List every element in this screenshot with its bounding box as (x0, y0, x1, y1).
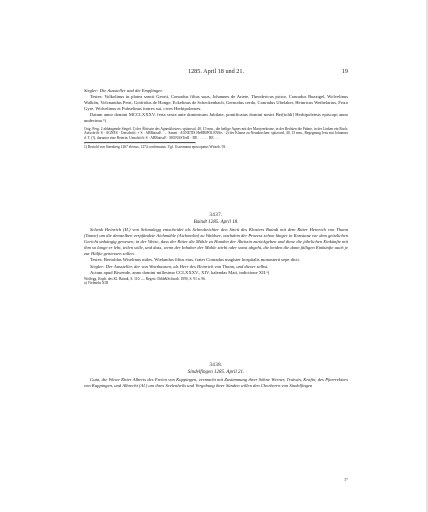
page-number: 19 (341, 68, 348, 75)
sieger-line: Siegler: Die Aussteller und die Empfänger. (84, 88, 163, 93)
charter-3438 (84, 362, 348, 389)
running-head: 1285. April 18 und 21. (187, 68, 245, 75)
datum-paragraph: Datum anno domini MCCLXXXV, feria sexta ante dominicam Jubilate, pontificatus domini nostri Ber[toldi] Herbipolensis episcopi anno undecimo.¹) (84, 112, 348, 124)
actum-paragraph: Actum apud Biwende, anno domini millesimo CCLXXXV., XIV. kalendas Maii, indictione XII.ᵃ) (90, 269, 270, 275)
running-header (84, 68, 348, 78)
charter-place-date: Sindelfingen 1285. April 21. (187, 370, 245, 375)
footnote-a: a) Vielmehr XIII (84, 281, 109, 286)
sieger-line: Siegler: Der Aussteller, der von Warthausen, als Herr des Heinrich von Thann, und dieser selbst. (90, 263, 269, 269)
testes-paragraph: Testes: Volkolinus in platea sancti Georii, Conradus filius suus, Johannes de Ariete, Theodericus pictor, Conradus Buzzigel, Wolvelinus Walkôn, Volcnandus Petri, Gotfridus de Honge, Eckelinus de Scheckenbach, Gernodus cerdo, Conradus Ubelaker, Heinricus Weibelarius, Frizo Gyre, Wolvelinus et Fuhselinus fratres sui, cives Herbipolenses. (84, 94, 348, 112)
regest: Schenk Heinrich (H.) von Schmalegg entscheidet als Schiedsrichter den Streit des Klosters Baindt mit dem Ritter Heinrich von Thann (Tanne) um die demselben verpfändete Aichmühle (Aichmolin) zu Waldsee, nachdem der Prozess schon länger in Konstanz vor dem geistlichen Gericht anhängig gewesen, in der Weise, dass der Ritter die Mühle zu Handen der Äbtissin zurückgeben und diese die jährlichen Einkünfte mit ihm so lange er lebt, teilen solle, und dass, wenn der Inhaber der Mühle stirbt oder sonst abgeht, die beiden die dann fälligen Einkünfte auch je zur Hälfte geniessen sollen. (84, 227, 348, 257)
footnote-1: 1) Bertold von Sternberg 1267 electus, 1274 confirmatus. Vgl. Ussermann episcopatus Wirzeb. 93. (84, 145, 227, 150)
charter-continuation (84, 88, 348, 150)
testes-paragraph: Testes: Bertoldus Wiselinus miles, Wielandus filius eius, frater Conradus magister hospitalis monasterii sepe dicti. (90, 257, 300, 263)
charter-number: 3437. (209, 212, 223, 218)
charter-3437 (84, 212, 348, 286)
charter-place-date: Baindt 1285. April 18. (193, 220, 239, 225)
original-note: Orig. Perg. 2 abhängende Siegel: 1) der Äbtissin des Agnesklosters: spitzoval, 40, 15 mm., die heilige Agnes mit der Martyrerkrone, in der Rechten die Palme, in der Linken ein Buch; Aufschrift: S · AGNES · Umschrift: + S · ABBatissE · ... Saneti . AGNETIS HeRBIPOLENSis · 2) der Klause zu Neunkirchen: spitzoval, 40, 15 mm., Begegnung Jesu mit Johannes d. T. (?), darunter eine Beterin. Umschrift: S · ABBatissE · MONASTerII · DE . . . . . . RE . . . (84, 126, 348, 140)
source-note: Wolfegg. Kopb. des Kl. Baindt, S. 110. — Regest: Dibb&Schwab. 1890, S. 91 n. 96. (84, 276, 206, 281)
charter-number: 3438. (209, 362, 223, 368)
regest: Guta, die Witwe Ritter Alberts des Freien von Kuppingen, vermacht mit Zustimmung ihrer Söhne Werner, Trutwin, Krafto, des Pfarrrektors von Kuppingen, und Albrecht (Al.) um ihres Seelenheils und Vergebung ihrer Sünden willen den Chorherrn von Sindelfingen (84, 377, 348, 389)
signature-mark: 3* (344, 478, 348, 482)
footnote-rule (84, 142, 196, 144)
